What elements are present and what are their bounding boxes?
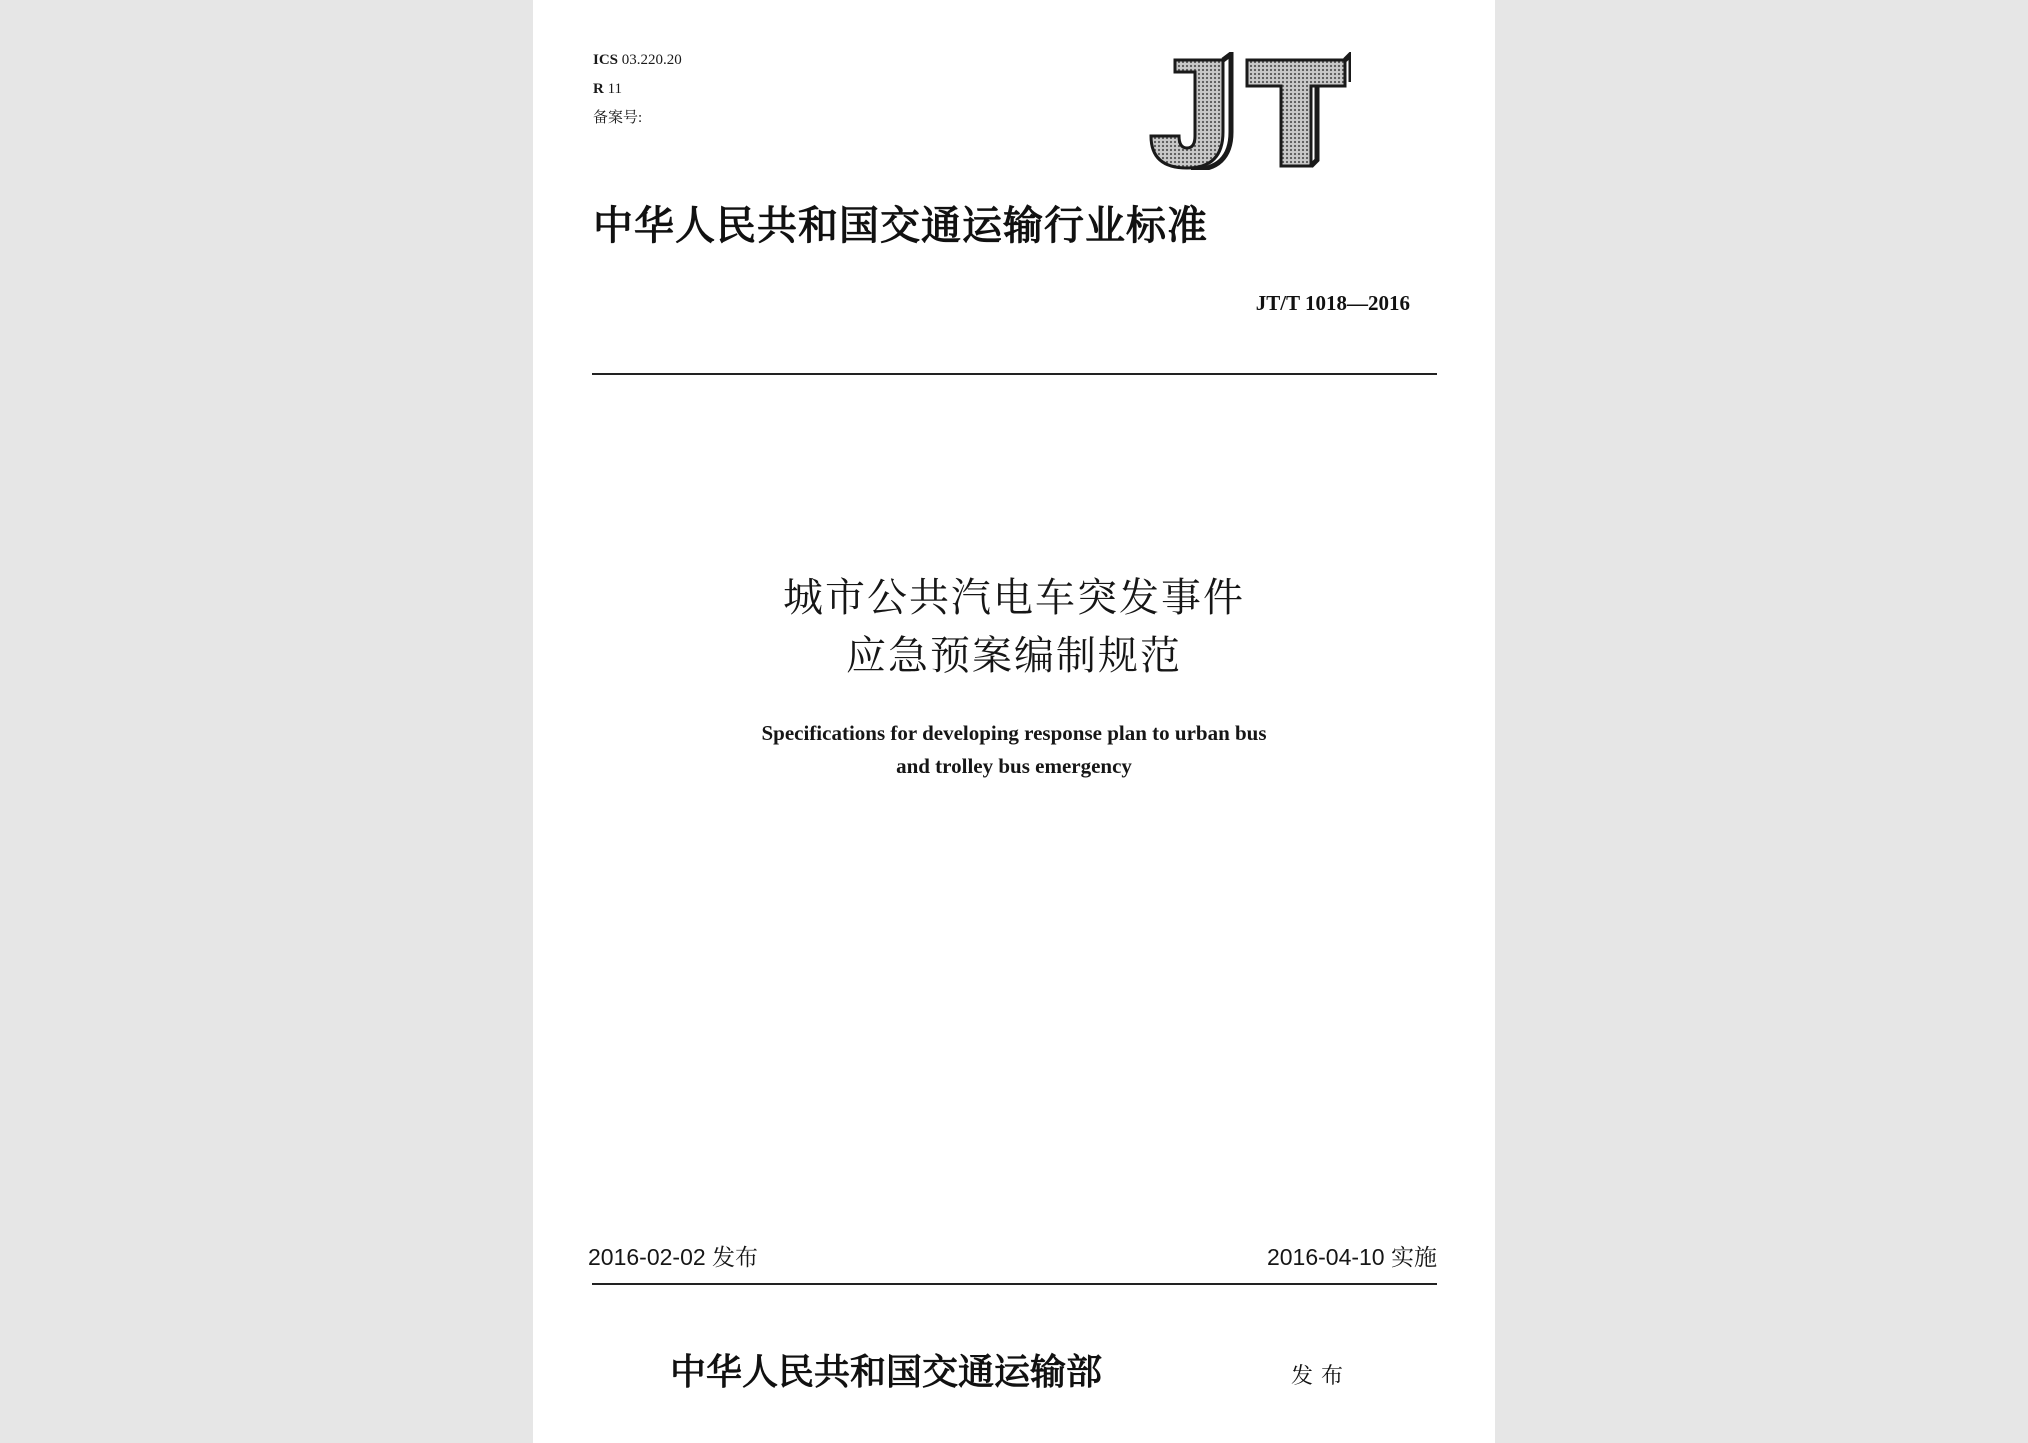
ics-value: 03.220.20 (621, 52, 682, 68)
standard-number: JT/T 1018—2016 (1255, 291, 1410, 315)
footer-divider (592, 1283, 1437, 1285)
record-number-label: 备案号: (593, 110, 643, 126)
implementation-date: 2016-04-10 实施 (1266, 1244, 1437, 1270)
ics-code (593, 53, 682, 68)
jt-logo (1145, 52, 1351, 170)
ccs-code (593, 82, 622, 97)
issuing-authority: 中华人民共和国交通运输部 (670, 1351, 1103, 1393)
ics-prefix: ICS (593, 52, 619, 68)
header-divider (592, 373, 1437, 375)
publish-label: 发布 (1291, 1364, 1352, 1389)
ccs-prefix: R (593, 81, 604, 97)
logo-letter-j (1151, 54, 1231, 170)
title-en-line1: Specifications for developing response plan to urban bus (761, 721, 1267, 745)
title-en-line2: and trolley bus emergency (896, 754, 1132, 778)
title-cn-line2: 应急预案编制规范 (846, 633, 1182, 679)
issue-date: 2016-02-02 发布 (588, 1244, 759, 1270)
title-cn-line1: 城市公共汽电车突发事件 (783, 575, 1245, 621)
ccs-value: 11 (607, 81, 623, 97)
logo-letter-t (1247, 54, 1351, 166)
industry-standard-title: 中华人民共和国交通运输行业标准 (593, 202, 1208, 249)
document-page (533, 0, 1495, 1443)
